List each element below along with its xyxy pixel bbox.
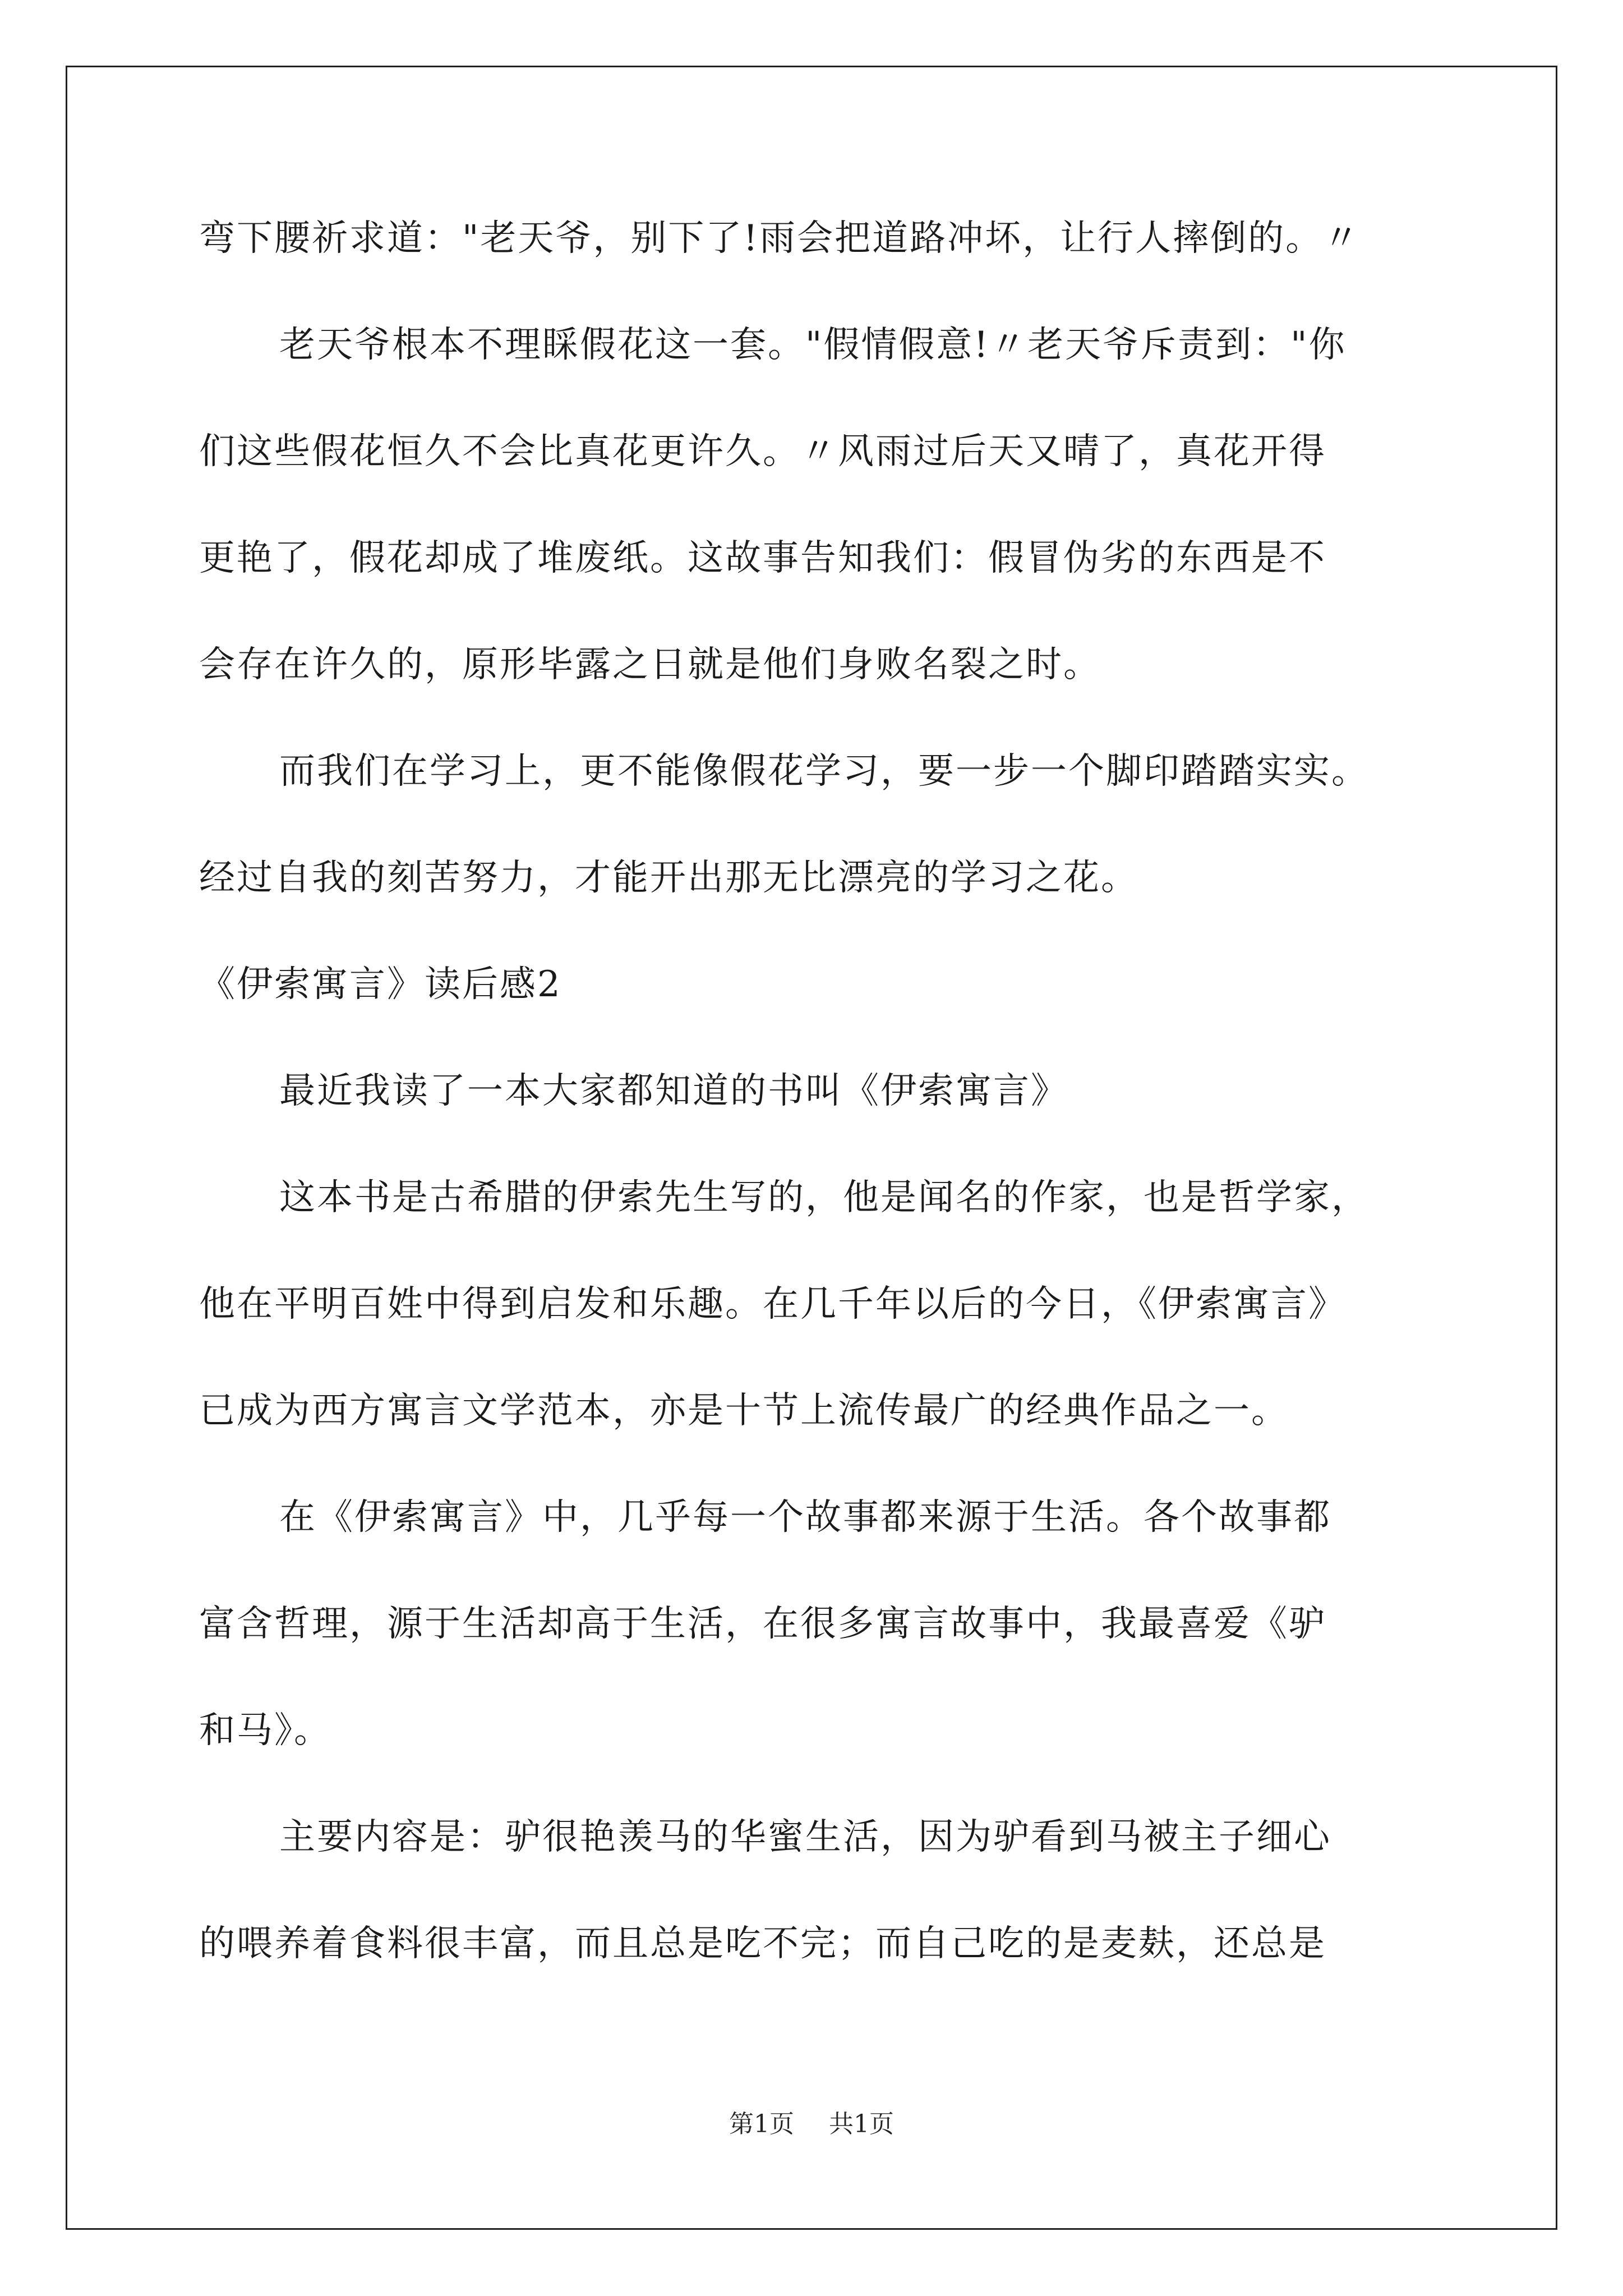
paragraph-line: 们这些假花恒久不会比真花更许久。〃风雨过后天又晴了，真花开得 (199, 431, 1326, 472)
paragraph-line: 主要内容是：驴很艳羡马的华蜜生活，因为驴看到马被主子细心 (279, 1816, 1331, 1858)
paragraph-line: 富含哲理，源于生活却高于生活，在很多寓言故事中，我最喜爱《驴 (199, 1603, 1326, 1645)
page-number-total: 共1页 (829, 2110, 894, 2138)
paragraph-line: 老天爷根本不理睬假花这一套。"假情假意!〃老天爷斥责到："你 (279, 324, 1347, 366)
paragraph-line: 更艳了，假花却成了堆废纸。这故事告知我们：假冒伪劣的东西是不 (199, 537, 1326, 579)
section-heading: 《伊索寓言》读后感2 (199, 964, 562, 1005)
page-number-current: 第1页 (729, 2110, 794, 2138)
paragraph-line: 经过自我的刻苦努力，才能开出那无比漂亮的学习之花。 (199, 857, 1138, 899)
paragraph-line: 而我们在学习上，更不能像假花学习，要一步一个脚印踏踏实实。 (279, 751, 1369, 792)
paragraph-line: 在《伊索寓言》中，几乎每一个故事都来源于生活。各个故事都 (279, 1497, 1331, 1538)
paragraph-line: 最近我读了一本大家都知道的书叫《伊索寓言》 (279, 1070, 1068, 1112)
paragraph-line: 这本书是古希腊的伊索先生写的，他是闻名的作家，也是哲学家， (279, 1177, 1369, 1218)
paragraph-line: 会存在许久的，原形毕露之日就是他们身败名裂之时。 (199, 644, 1101, 685)
paragraph-line: 和马》。 (199, 1710, 331, 1751)
paragraph-line: 弯下腰祈求道："老天爷，别下了!雨会把道路冲坏，让行人摔倒的。〃 (199, 218, 1361, 259)
paragraph-line: 的喂养着食料很丰富，而且总是吃不完；而自己吃的是麦麸，还总是 (199, 1923, 1326, 1964)
paragraph-line: 他在平明百姓中得到启发和乐趣。在几千年以后的今日，《伊索寓言》 (199, 1283, 1346, 1325)
paragraph-line: 已成为西方寓言文学范本，亦是十节上流传最广的经典作品之一。 (199, 1390, 1289, 1432)
page-footer (0, 2108, 1623, 2141)
document-body (199, 185, 1433, 1997)
